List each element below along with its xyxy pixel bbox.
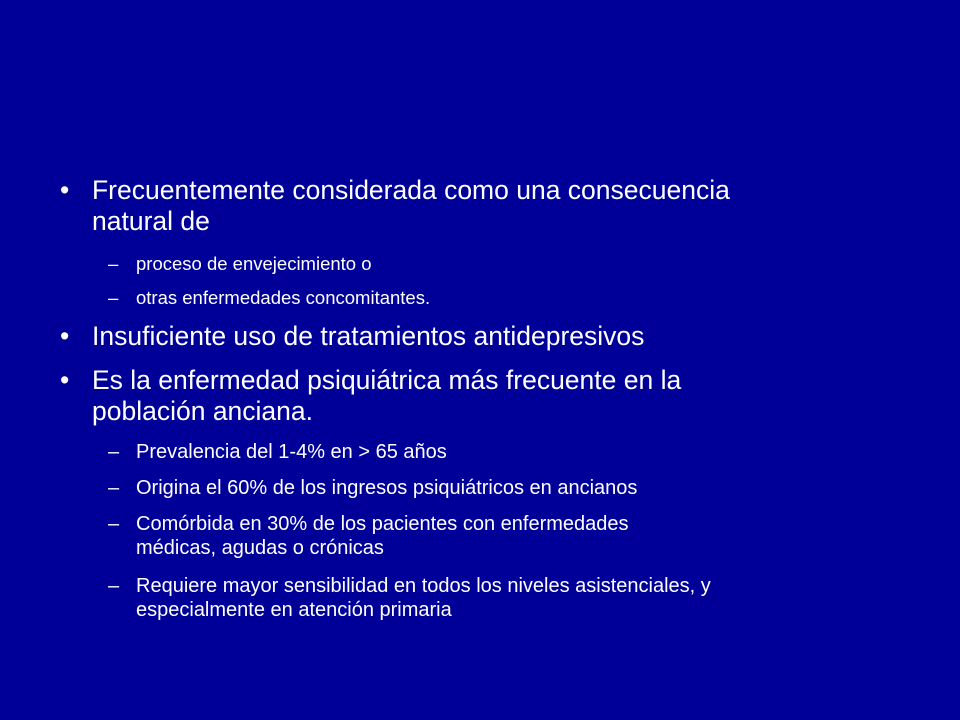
bullet-text — [92, 175, 730, 237]
sub-bullet-text: proceso de envejecimiento o — [136, 253, 372, 274]
bullet-line: Insuficiente uso de tratamientos antidepresivos — [92, 321, 645, 351]
bullet-line: Frecuentemente considerada como una consecuencia — [92, 175, 730, 205]
bullet-line: natural de — [92, 206, 210, 236]
bullet-text — [92, 365, 681, 427]
dash-marker: – — [108, 253, 119, 274]
bullet-text — [92, 321, 644, 352]
bullet-line: población anciana. — [92, 396, 314, 426]
sub-bullet-text: Prevalencia del 1-4% en > 65 años — [136, 441, 447, 463]
bullet-marker: • — [60, 175, 70, 205]
bullet-marker: • — [60, 365, 70, 395]
sub-bullet-line: especialmente en atención primaria — [136, 599, 452, 621]
bullet-line: Es la enfermedad psiquiátrica más frecuente en la — [92, 365, 682, 395]
sub-bullet-line: Requiere mayor sensibilidad en todos los niveles asistenciales, y — [136, 575, 711, 597]
sub-bullet-line: Comórbida en 30% de los pacientes con enfermedades — [136, 513, 629, 535]
dash-marker: – — [108, 477, 120, 499]
sub-bullet-text: otras enfermedades concomitantes. — [136, 287, 431, 308]
sub-bullet-text: Origina el 60% de los ingresos psiquiátricos en ancianos — [136, 477, 638, 499]
dash-marker: – — [108, 575, 120, 597]
dash-marker: – — [108, 287, 119, 308]
sub-bullet-text — [136, 574, 711, 622]
dash-marker: – — [108, 513, 120, 535]
bullet-marker: • — [60, 321, 70, 351]
sub-bullet-text — [136, 512, 629, 560]
sub-bullet-line: médicas, agudas o crónicas — [136, 537, 384, 559]
dash-marker: – — [108, 441, 120, 463]
